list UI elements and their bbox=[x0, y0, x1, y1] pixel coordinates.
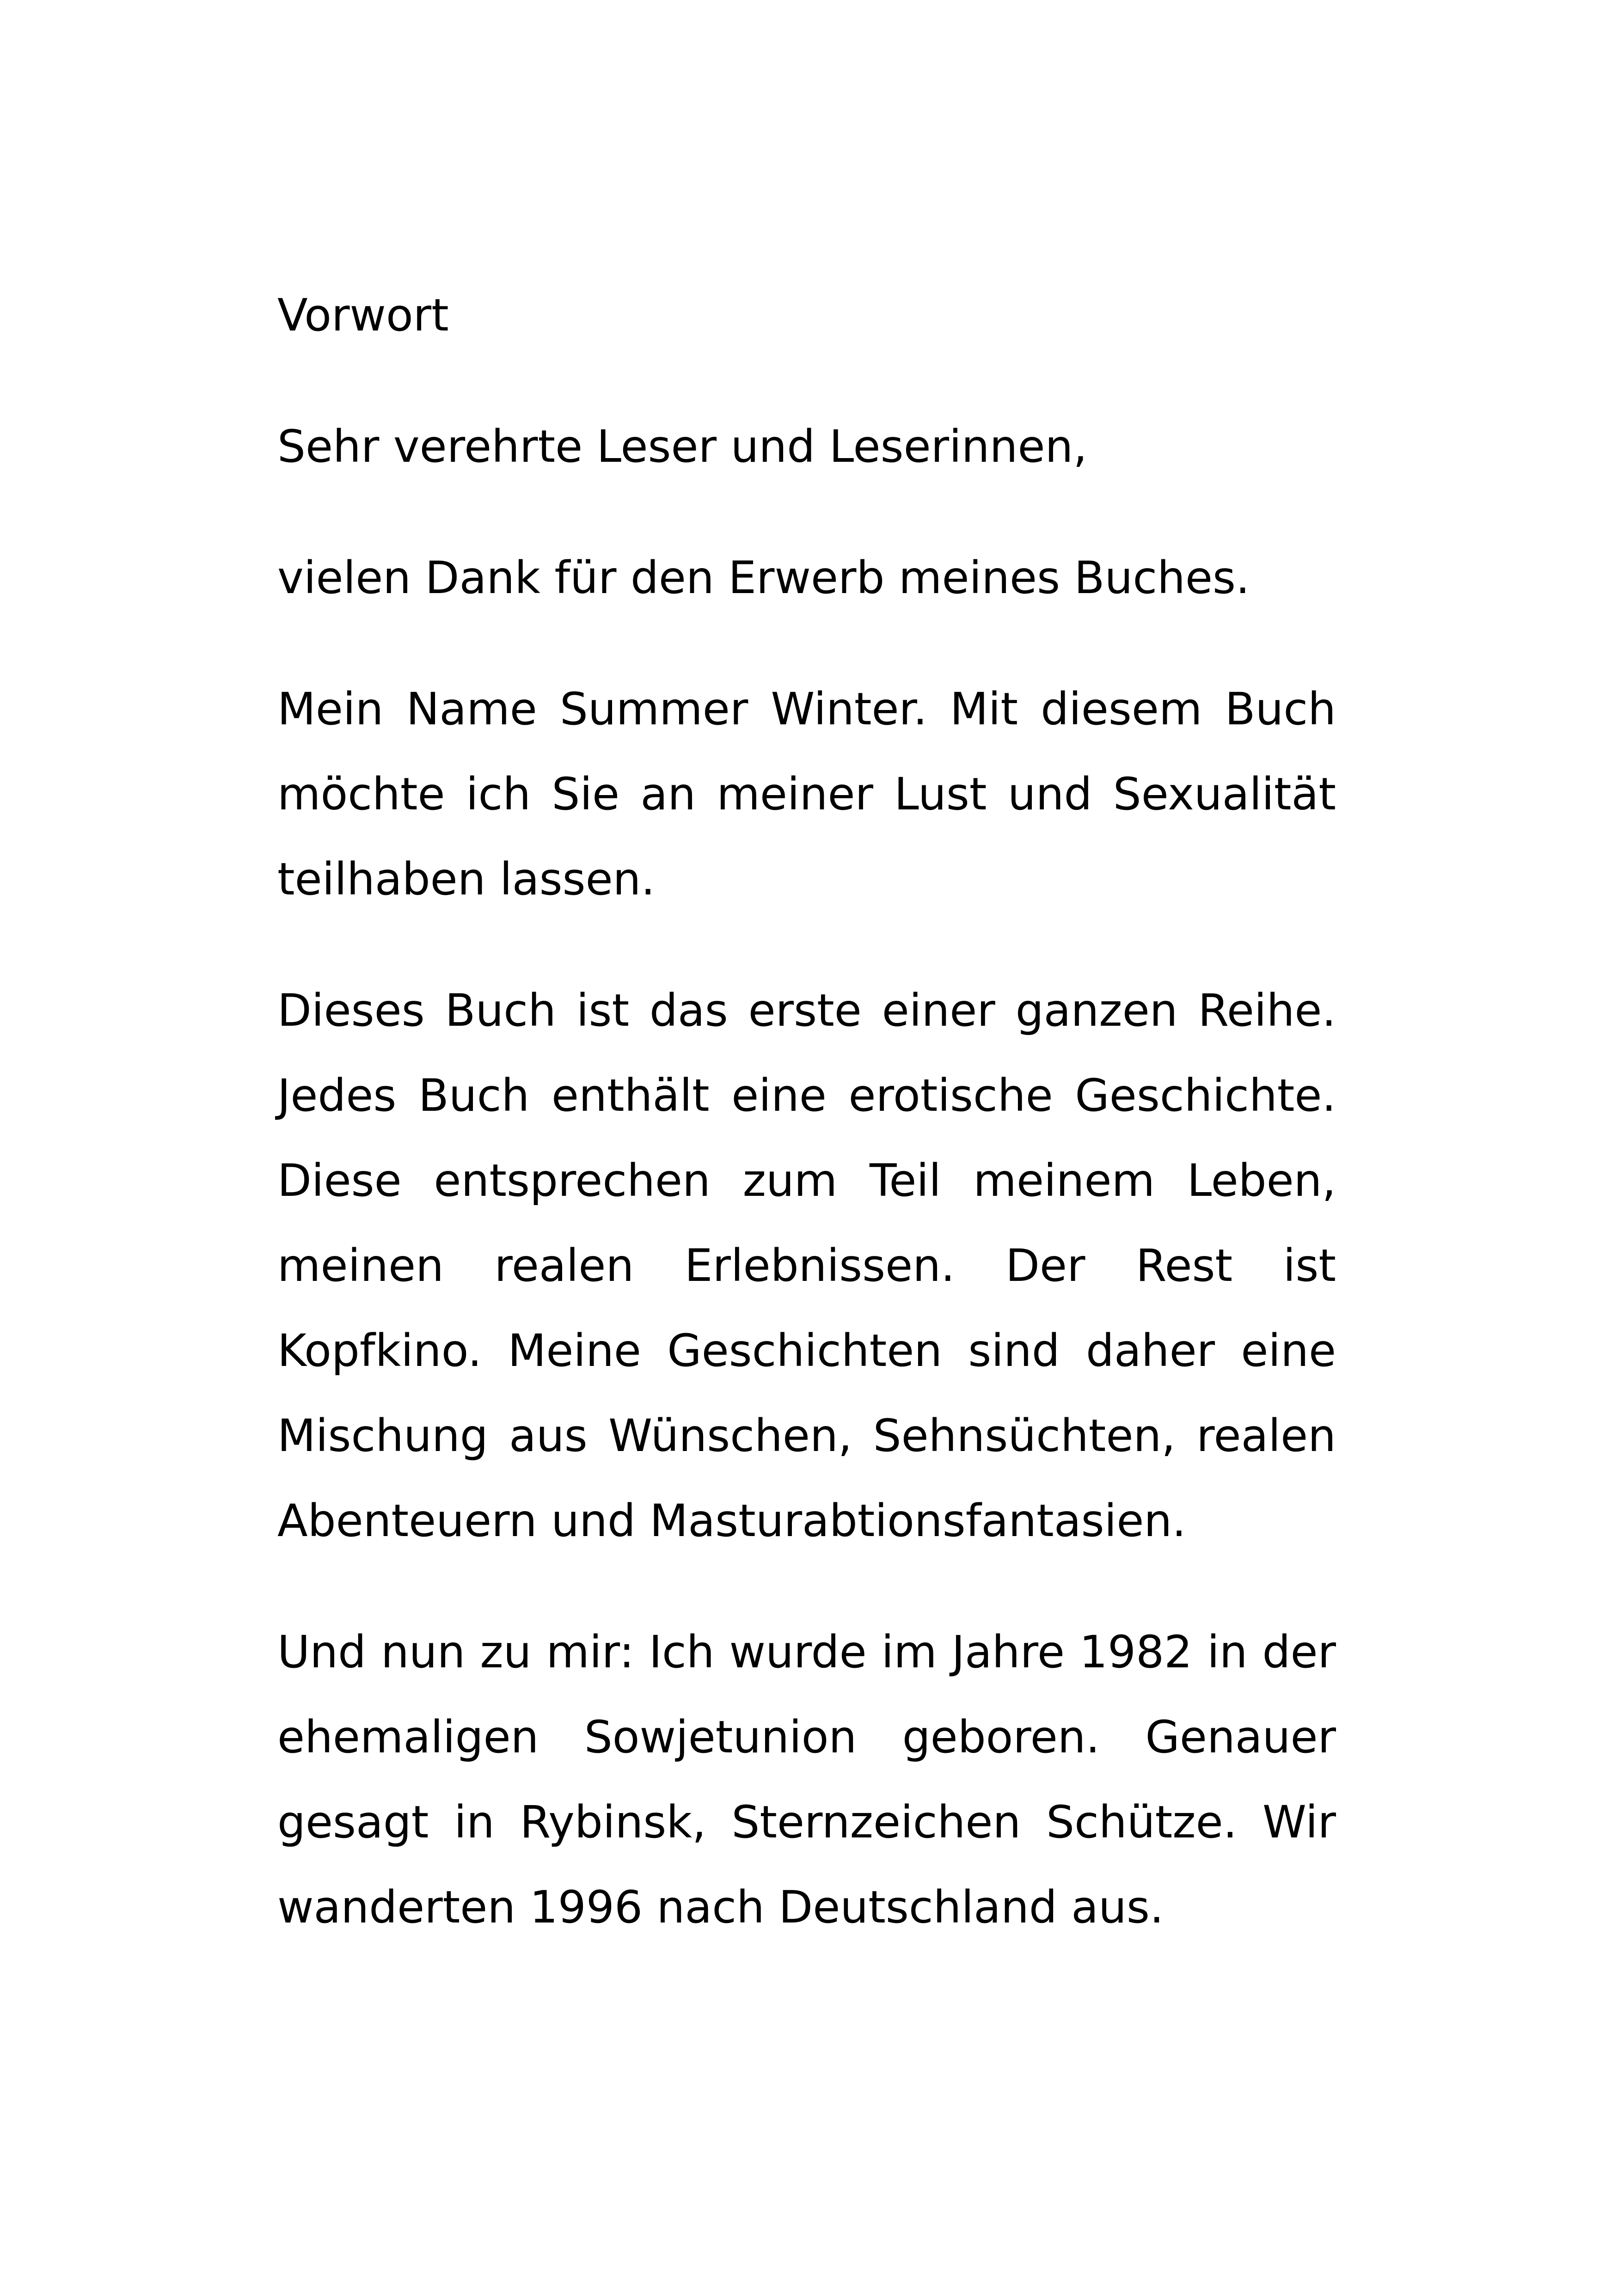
biography-paragraph: Und nun zu mir: Ich wurde im Jahre 1982 in der ehemaligen Sowjetunion geboren. Genauer gesagt in Rybinsk, Sternzeichen Schütze. Wir wanderten 1996 nach Deutschland aus. bbox=[277, 1626, 1336, 1933]
page-title: Vorwort bbox=[277, 289, 449, 341]
greeting-paragraph: Sehr verehrte Leser und Leserinnen, bbox=[277, 421, 1087, 472]
document-body bbox=[277, 273, 1336, 1996]
series-paragraph: Dieses Buch ist das erste einer ganzen Reihe. Jedes Buch enthält eine erotische Geschichte. Diese entsprechen zum Teil meinem Leben, meinen realen Erlebnissen. Der Rest ist Kopfkino. Meine Geschichten sind daher eine Mischung aus Wünschen, Sehnsüchten, realen Abenteuern und Masturabtionsfantasien. bbox=[277, 985, 1336, 1547]
intro-paragraph: Mein Name Summer Winter. Mit diesem Buch möchte ich Sie an meiner Lust und Sexualität teilhaben lassen. bbox=[277, 683, 1336, 905]
thanks-paragraph: vielen Dank für den Erwerb meines Buches. bbox=[277, 552, 1250, 604]
